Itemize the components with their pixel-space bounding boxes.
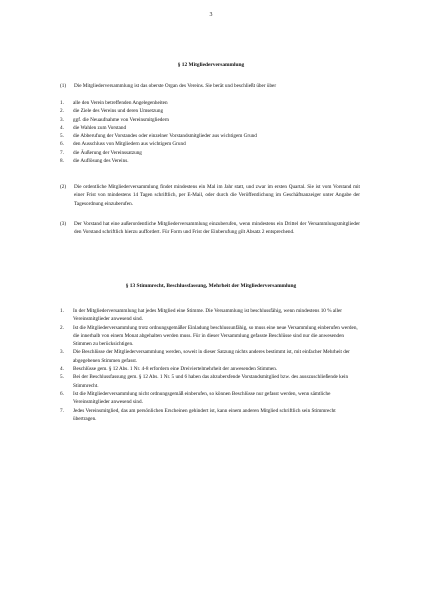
list-item: 1. In der Mitgliederversammlung hat jedes Mitglied eine Stimme. Die Versammlung ist beschlussfähig, wenn mindestens 10 % aller Vereinsmitglieder anwesend sind.	[60, 308, 343, 323]
list-item: 5. Bei der Beschlussfassung gem. § 12 Abs. 1 Nr. 5 und 6 haben das abzubersfende Vorstandsmitglied bzw. des ausszuschließende kein Stimmrecht.	[60, 374, 349, 389]
list-item: 1. alle den Verein betreffenden Angelegenheiten	[60, 100, 168, 106]
list-item: 7. Jedes Vereinsmitglied, das am persönlichen Erscheinen gehindert ist, kann einem anderen Mitglied schriftlich sein Stimmrecht übertragen.	[60, 407, 336, 422]
paragraph-marker: (1)	[60, 83, 67, 89]
paragraph-text: Die ordentliche Mitgliederversammlung findet mindestens ein Mal im Jahr statt, und zwar im ersten Quartal. Sie ist vom Vorstand mit einer Frist von mindestens 14 Tagen schriftlich, per E-Mail, oder durch die Veröffentlichung im Geschäftsanzeiger unter Angabe der Tagesordnung einzuberufen.	[74, 184, 360, 207]
paragraph-marker: (3)	[60, 221, 67, 227]
list-item: 8. die Auflösung des Vereins.	[60, 158, 129, 165]
section-12-paragraph-1	[60, 82, 360, 90]
list-item: 4. Beschlüsse gem. § 12 Abs. 1 Nr. 4-8 erfordern eine Dreiviertelmehrheit der anwesenden Stimmen.	[60, 366, 278, 373]
list-item: 3. Die Beschlüsse der Mitgliederversammlung werden, soweit in dieser Satzung nichts anderes bestimmt ist, mit einfacher Mehrheit der abgegebenen Stimmen gefasst.	[60, 349, 350, 364]
paragraph-text: Der Vorstand hat eine außerordentliche Mitgliederversammlung einzuberufen, wenn mindestens ein Drittel der Versammlungsmitglieder den Vorstand schriftlich hierzu auffordert. Für Form und Frist der Einberufung gilt Absatz 2 entsprechend.	[74, 221, 360, 236]
section-13-heading: § 13 Stimmrecht, Beschlussfassung, Mehrheit der Mitgliederversammlung	[125, 283, 297, 289]
list-item: 3. ggf. die Neuaufnahme von Vereinsmitgliedern	[60, 116, 169, 123]
list-item: 7. die Äußerung der Vereinssatzung	[60, 149, 142, 156]
list-item: 4. die Wahlen zum Vorstand	[60, 124, 127, 131]
list-item: 6. Ist die Mitgliederversammlung nicht ordnungsgemäß einberufen, so können Beschlüsse nur gefasst werden, wenn sämtliche Vereinsmitglieder anwesend sind.	[60, 390, 331, 406]
list-item: 2. die Ziele des Vereins und deren Umsetzung	[60, 108, 164, 115]
paragraph-text: Die Mitgliederversammlung ist das oberste Organ des Vereins. Sie berät und beschließt über über	[74, 83, 277, 89]
section-13-list	[60, 307, 360, 423]
paragraph-marker: (2)	[60, 184, 67, 190]
page-number: 3	[209, 12, 213, 18]
section-12-heading: § 12 Mitgliederversammlung	[177, 62, 245, 68]
section-12-list	[60, 99, 360, 165]
list-item: 2. Ist die Mitgliederversammlung trotz ordnungsgemäßer Einladung beschlussunfähig, so muss eine neue Versammlung einberufen werden, die innerhalb von einem Monat abgehalten werden muss. Für in dieser Versammlung gefasste Beschlüsse sind nur die anwesenden Stimmen zu berücksichtigen.	[60, 324, 358, 348]
section-12-paragraph-3	[60, 220, 360, 237]
list-item: 6. den Ausschluss von Mitgliedern aus wichtigem Grund	[60, 141, 186, 148]
section-12-paragraph-2	[60, 183, 360, 208]
list-item: 5. die Abberufung der Vorstandes oder einzelner Vorstandsmitglieder aus wichtigem Grund	[60, 133, 257, 140]
